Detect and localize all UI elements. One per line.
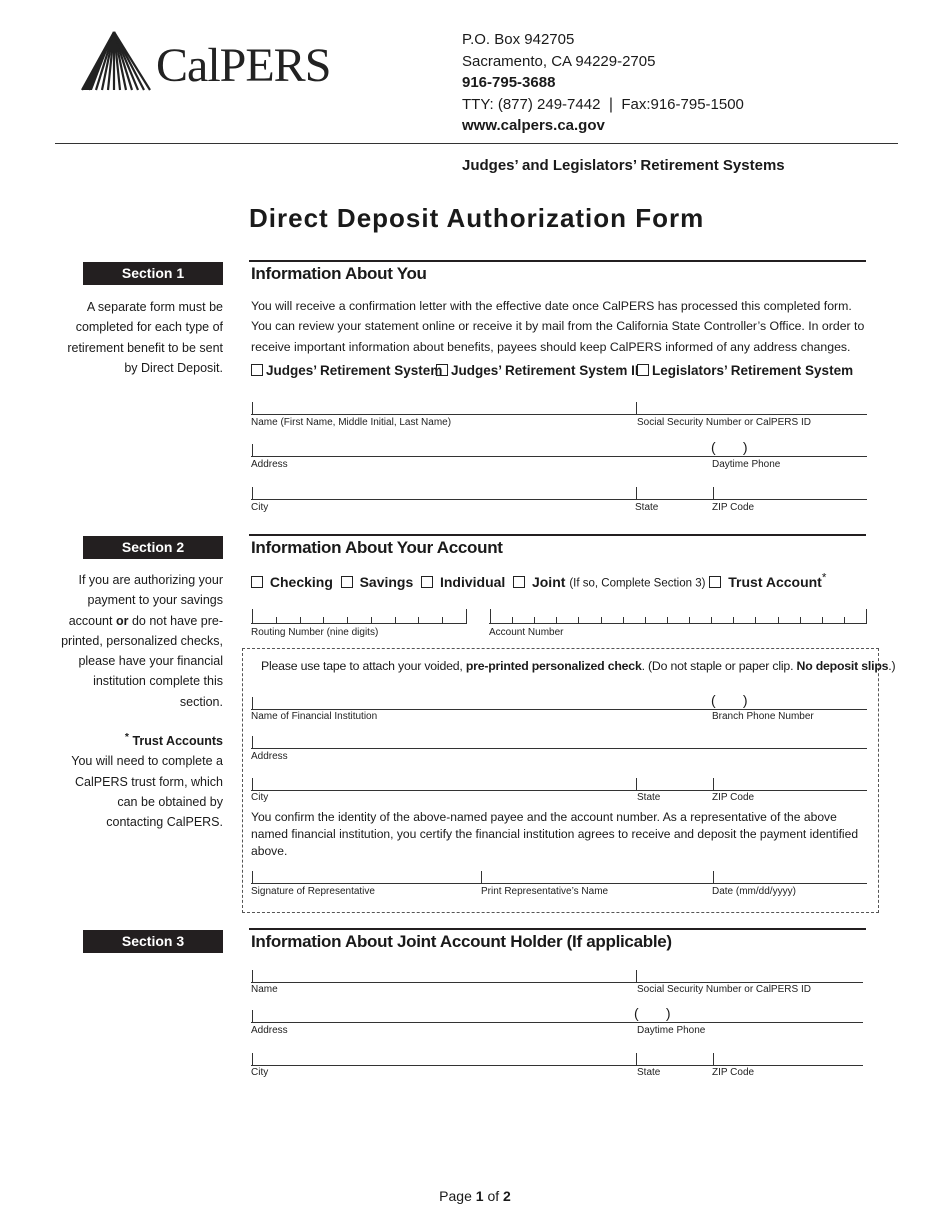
digit-tick <box>395 617 396 623</box>
section-1-label: Section 1 <box>83 262 223 285</box>
address-line-1: P.O. Box 942705 <box>462 31 575 48</box>
digit-tick <box>645 617 646 623</box>
print-name-label: Print Representative’s Name <box>481 886 609 897</box>
date-label: Date (mm/dd/yyyy) <box>712 886 796 897</box>
digit-tick <box>347 617 348 623</box>
account-number-label: Account Number <box>489 627 564 638</box>
joint-zip-label: ZIP Code <box>712 1067 755 1078</box>
field-tick <box>713 487 714 499</box>
checkbox-icon[interactable] <box>513 576 525 588</box>
city-field-label: City <box>251 502 269 513</box>
digit-tick <box>822 617 823 623</box>
name-field-label: Name (First Name, Middle Initial, Last Name) <box>251 417 452 428</box>
field-tick <box>636 970 637 982</box>
digit-tick <box>442 617 443 623</box>
field-tick <box>252 402 253 414</box>
joint-phone-label: Daytime Phone <box>637 1025 706 1036</box>
field-tick <box>252 444 253 456</box>
section-2-label: Section 2 <box>83 536 223 559</box>
digit-tick <box>276 617 277 623</box>
digit-tick <box>800 617 801 623</box>
section-3-title: Information About Joint Account Holder (If applicable) <box>251 932 672 951</box>
area-code-parens: ( ) <box>634 1005 671 1021</box>
institution-address-field-line[interactable] <box>251 748 867 749</box>
institution-state-label: State <box>637 792 661 803</box>
joint-name-ssn-field-line[interactable] <box>251 982 863 983</box>
checkbox-icon[interactable] <box>341 576 353 588</box>
phone-number: 916-795-3688 <box>462 74 556 91</box>
joint-city-field-line[interactable] <box>251 1065 863 1066</box>
name-ssn-field-line[interactable] <box>251 414 867 415</box>
section-1-side-note: A separate form must be completed for each type of retirement benefit to be sent by Direct Deposit. <box>67 300 223 375</box>
digit-tick <box>490 609 491 623</box>
institution-phone-field-line[interactable] <box>251 709 867 710</box>
field-tick <box>252 1010 253 1022</box>
address-field-label: Address <box>251 459 288 470</box>
state-field-label: State <box>635 502 659 513</box>
digit-tick <box>601 617 602 623</box>
section-1-paragraph: You will receive a confirmation letter with the effective date once CalPERS has processed this completed form. You can review your statement online or receive it by mail from the California State Controller’s Office. In order to receive important information about benefits, payees should keep CalPERS informed of any address changes. <box>251 299 865 354</box>
field-tick <box>636 1053 637 1065</box>
digit-tick <box>778 617 779 623</box>
field-tick <box>252 487 253 499</box>
checkbox-icon[interactable] <box>709 576 721 588</box>
digit-tick <box>866 609 867 623</box>
digit-tick <box>512 617 513 623</box>
joint-city-label: City <box>251 1067 269 1078</box>
digit-tick <box>844 617 845 623</box>
field-tick <box>713 778 714 790</box>
digit-tick <box>667 617 668 623</box>
digit-tick <box>371 617 372 623</box>
institution-address-label: Address <box>251 751 288 762</box>
branch-phone-label: Branch Phone Number <box>712 711 814 722</box>
institution-city-label: City <box>251 792 269 803</box>
field-tick <box>636 487 637 499</box>
area-code-parens: ( ) <box>711 439 748 455</box>
routing-number-label: Routing Number (nine digits) <box>251 627 379 638</box>
digit-tick <box>323 617 324 623</box>
checkbox-icon[interactable] <box>637 364 649 376</box>
digit-tick <box>623 617 624 623</box>
joint-name-label: Name <box>251 984 278 995</box>
joint-note: (If so, Complete Section 3) <box>569 577 706 590</box>
digit-tick <box>578 617 579 623</box>
institution-city-field-line[interactable] <box>251 790 867 791</box>
financial-institution-box <box>242 648 879 913</box>
field-tick <box>636 778 637 790</box>
website-link[interactable]: www.calpers.ca.gov <box>462 117 605 134</box>
field-tick <box>252 871 253 883</box>
account-option-individual[interactable]: Individual <box>421 574 505 590</box>
area-code-parens: ( ) <box>711 692 748 708</box>
phone-field-label: Daytime Phone <box>712 459 781 470</box>
digit-tick <box>711 617 712 623</box>
calpers-logo <box>80 30 350 98</box>
account-number-field[interactable] <box>489 623 867 624</box>
checkbox-icon[interactable] <box>251 364 263 376</box>
checkbox-icon[interactable] <box>251 576 263 588</box>
account-option-checking[interactable]: Checking <box>251 574 333 590</box>
trust-accounts-note: * Trust Accounts You will need to complete a CalPERS trust form, which can be obtained by contacting CalPERS. <box>71 732 223 830</box>
field-tick <box>252 736 253 748</box>
joint-address-label: Address <box>251 1025 288 1036</box>
field-tick <box>252 697 253 709</box>
digit-tick <box>556 617 557 623</box>
section-1-rule <box>249 260 866 262</box>
institution-name-label: Name of Financial Institution <box>251 711 378 722</box>
field-tick <box>481 871 482 883</box>
address-line-2: Sacramento, CA 94229-2705 <box>462 52 656 70</box>
voided-check-instruction: Please use tape to attach your voided, pre-printed personalized check. (Do not staple or paper clip. No deposit slips.) <box>261 659 896 673</box>
joint-address-phone-field-line[interactable] <box>251 1022 863 1023</box>
contact-block <box>462 29 744 137</box>
signature-label: Signature of Representative <box>251 886 375 897</box>
field-tick <box>636 402 637 414</box>
checkbox-icon[interactable] <box>421 576 433 588</box>
system-option-lrs[interactable]: Legislators’ Retirement System <box>637 363 853 378</box>
checkbox-icon[interactable] <box>436 364 448 376</box>
section-3-label: Section 3 <box>83 930 223 953</box>
digit-tick <box>755 617 756 623</box>
field-tick <box>713 871 714 883</box>
ssn-field-label: Social Security Number or CalPERS ID <box>637 417 811 428</box>
field-tick <box>252 778 253 790</box>
field-tick <box>252 970 253 982</box>
calpers-sunburst-icon <box>80 30 156 92</box>
signature-field-line[interactable] <box>251 883 867 884</box>
digit-tick <box>252 609 253 623</box>
section-2-rule <box>249 534 866 536</box>
system-option-jrs[interactable]: Judges’ Retirement System <box>251 363 442 378</box>
account-type-row <box>251 571 826 590</box>
page-number: Page 1 of 2 <box>439 1188 511 1204</box>
digit-tick <box>534 617 535 623</box>
section-2-title: Information About Your Account <box>251 538 503 557</box>
representative-certification: You confirm the identity of the above-named payee and the account number. As a representative of the above named financial institution, you certify the financial institution agrees to receive and deposit the payment identified above. <box>251 810 859 858</box>
institution-zip-label: ZIP Code <box>712 792 755 803</box>
joint-ssn-label: Social Security Number or CalPERS ID <box>637 984 811 995</box>
logo-wordmark: CalPERS <box>156 39 331 92</box>
joint-state-label: State <box>637 1067 661 1078</box>
digit-tick <box>300 617 301 623</box>
tty-fax: TTY: (877) 249-7442 ❘ Fax:916-795-1500 <box>462 95 744 113</box>
digit-tick <box>733 617 734 623</box>
account-option-joint[interactable]: Joint <box>513 574 565 590</box>
section-2-side-note: If you are authorizing your payment to your savings account or do not have pre-printed, personalized checks, please have your financial institution complete this section. <box>61 573 223 709</box>
digit-tick <box>466 609 467 623</box>
field-tick <box>713 1053 714 1065</box>
digit-tick <box>689 617 690 623</box>
routing-number-field[interactable] <box>251 623 467 624</box>
city-state-zip-field-line[interactable] <box>251 499 867 500</box>
system-option-jrs2[interactable]: Judges’ Retirement System II <box>436 363 639 378</box>
account-option-savings[interactable]: Savings <box>341 574 414 590</box>
field-tick <box>252 1053 253 1065</box>
address-phone-field-line[interactable] <box>251 456 867 457</box>
section-3-rule <box>249 928 866 930</box>
account-option-trust[interactable]: Trust Account* <box>709 574 826 590</box>
header-divider <box>55 143 898 144</box>
page-title: Direct Deposit Authorization Form <box>249 203 705 233</box>
zip-field-label: ZIP Code <box>712 502 755 513</box>
page-subtitle: Judges’ and Legislators’ Retirement Systems <box>462 157 785 174</box>
digit-tick <box>418 617 419 623</box>
section-1-title: Information About You <box>251 264 427 283</box>
